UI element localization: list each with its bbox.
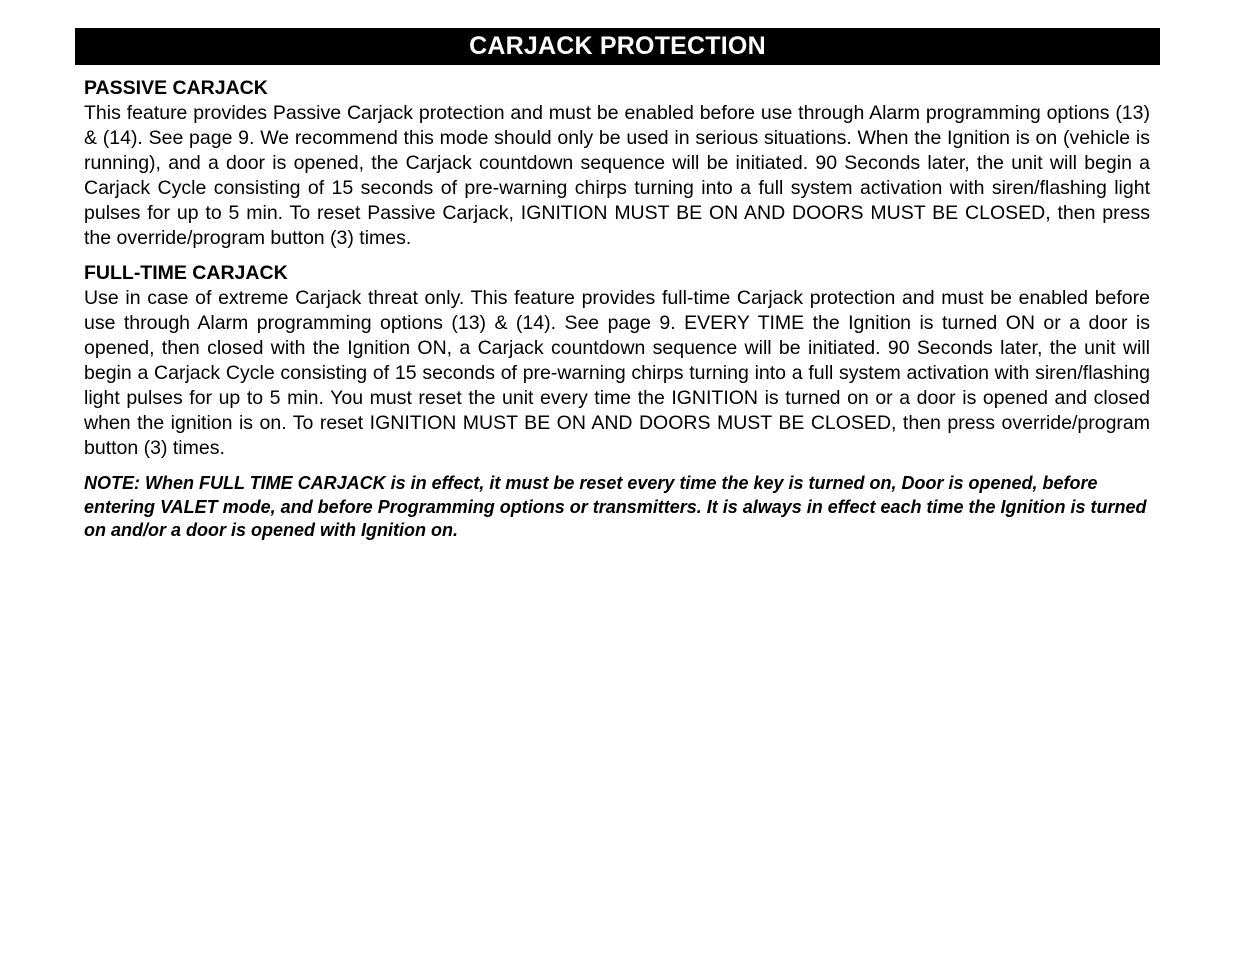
section-full-time-carjack <box>84 261 1150 461</box>
section-heading-passive-carjack: PASSIVE CARJACK <box>84 77 268 99</box>
section-body-passive-carjack: This feature provides Passive Carjack protection and must be enabled before use through Alarm programming options (13) & (14). See page 9. We recommend this mode should only be used in serious situations. When the Ignition is on (vehicle is running), and a door is opened, the Carjack countdown sequence will be initiated. 90 Seconds later, the unit will begin a Carjack Cycle consisting of 15 seconds of pre-warning chirps turning into a full system activation with siren/flashing light pulses for up to 5 min. To reset Passive Carjack, IGNITION MUST BE ON AND DOORS MUST BE CLOSED, then press the override/program button (3) times. <box>84 102 1150 249</box>
note-paragraph: NOTE: When FULL TIME CARJACK is in effect, it must be reset every time the key is turned on, Door is opened, before entering VALET mode, and before Programming options or transmitters. It is always in effect each time the Ignition is turned on and/or a door is opened with Ignition on. <box>84 473 1147 540</box>
document-content <box>84 76 1150 543</box>
title-bar <box>75 28 1160 65</box>
section-passive-carjack <box>84 76 1150 251</box>
section-body-full-time-carjack: Use in case of extreme Carjack threat only. This feature provides full-time Carjack protection and must be enabled before use through Alarm programming options (13) & (14). See page 9. EVERY TIME the Ignition is turned ON or a door is opened, then closed with the Ignition ON, a Carjack countdown sequence will be initiated. 90 Seconds later, the unit will begin a Carjack Cycle consisting of 15 seconds of pre-warning chirps turning into a full system activation with siren/flashing light pulses for up to 5 min. You must reset the unit every time the IGNITION is turned on or a door is opened and closed when the ignition is on. To reset IGNITION MUST BE ON AND DOORS MUST BE CLOSED, then press override/program button (3) times. <box>84 287 1150 459</box>
page-title: CARJACK PROTECTION <box>469 32 766 60</box>
section-heading-full-time-carjack: FULL-TIME CARJACK <box>84 262 288 284</box>
